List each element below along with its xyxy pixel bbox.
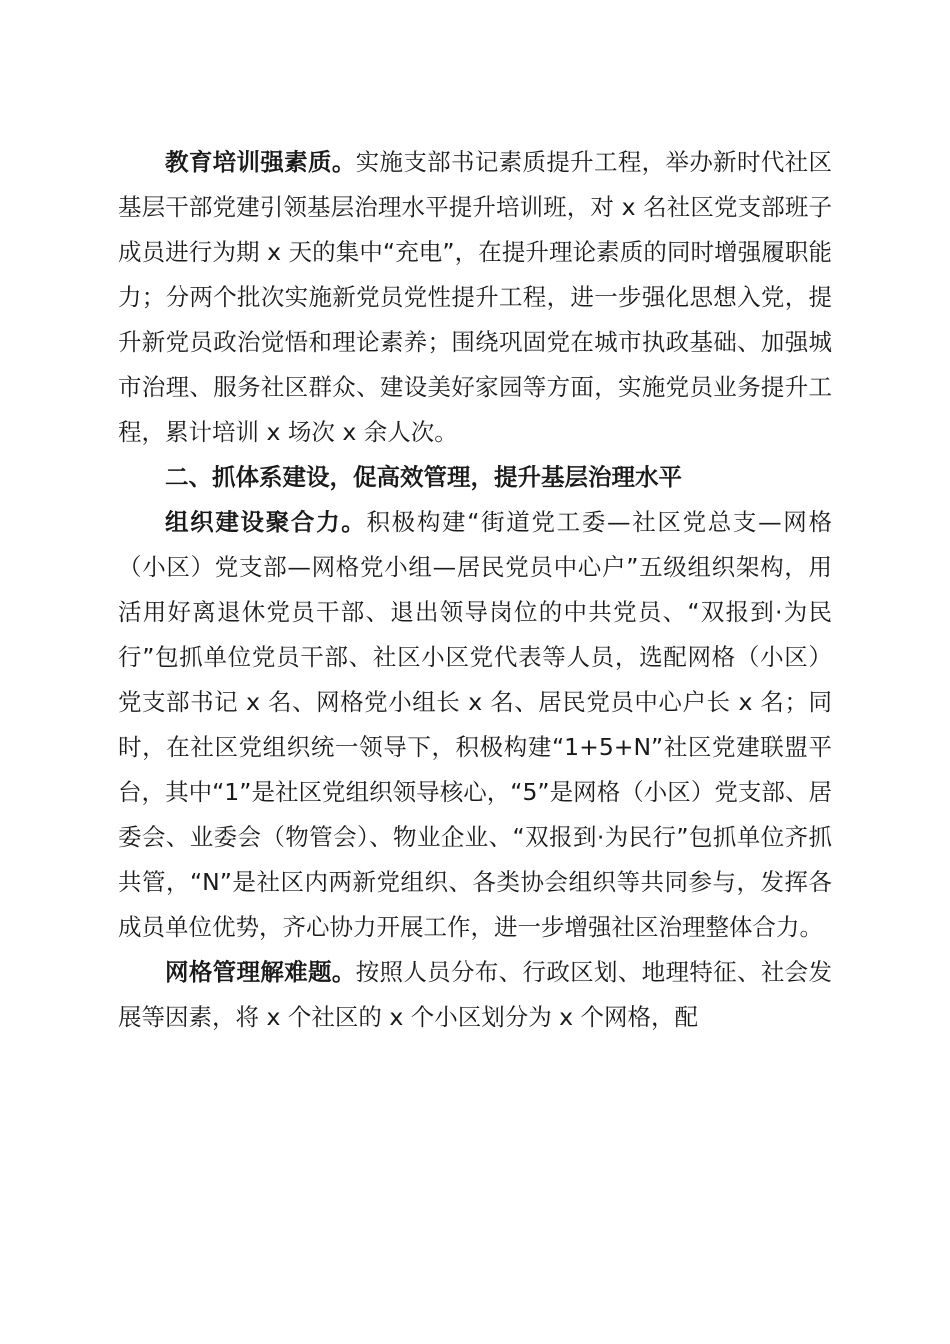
- paragraph-lead: 网格管理解难题。: [165, 958, 356, 986]
- paragraph-organization-building: [118, 500, 832, 950]
- paragraph-lead: 组织建设聚合力。: [165, 508, 367, 536]
- document-body: [118, 140, 832, 1040]
- paragraph-text: 实施支部书记素质提升工程，举办新时代社区基层干部党建引领基层治理水平提升培训班，对 x 名社区党支部班子成员进行为期 x 天的集中“充电”，在提升理论素质的同时增强履职能力；分两个批次实施新党员党性提升工程，进一步强化思想入党，提升新党员政治觉悟和理论素养；围绕巩固党在城市执政基础、加强城市治理、服务社区群众、建设美好家园等方面，实施党员业务提升工程，累计培训 x 场次 x 余人次。: [118, 148, 833, 446]
- paragraph-lead: 教育培训强素质。: [165, 148, 356, 176]
- section-heading: 二、抓体系建设，促高效管理，提升基层治理水平: [165, 463, 682, 491]
- paragraph-text: 积极构建“街道党工委—社区党总支—网格（小区）党支部—网格党小组—居民党员中心户”五级组织架构，用活用好离退休党员干部、退出领导岗位的中共党员、“双报到·为民行”包抓单位党员干部、社区小区党代表等人员，选配网格（小区）党支部书记 x 名、网格党小组长 x 名、居民党员中心户长 x 名；同时，在社区党组织统一领导下，积极构建“1+5+N”社区党建联盟平台，其中“1”是社区党组织领导核心，“5”是网格（小区）党支部、居委会、业委会（物管会）、物业企业、“双报到·为民行”包抓单位齐抓共管，“N”是社区内两新党组织、各类协会组织等共同参与，发挥各成员单位优势，齐心协力开展工作，进一步增强社区治理整体合力。: [118, 508, 832, 941]
- paragraph-text: 按照人员分布、行政区划、地理特征、社会发展等因素，将 x 个社区的 x 个小区划分为 x 个网格，配: [118, 958, 833, 1031]
- paragraph-grid-management: [118, 950, 832, 1040]
- paragraph-education-training: [118, 140, 832, 455]
